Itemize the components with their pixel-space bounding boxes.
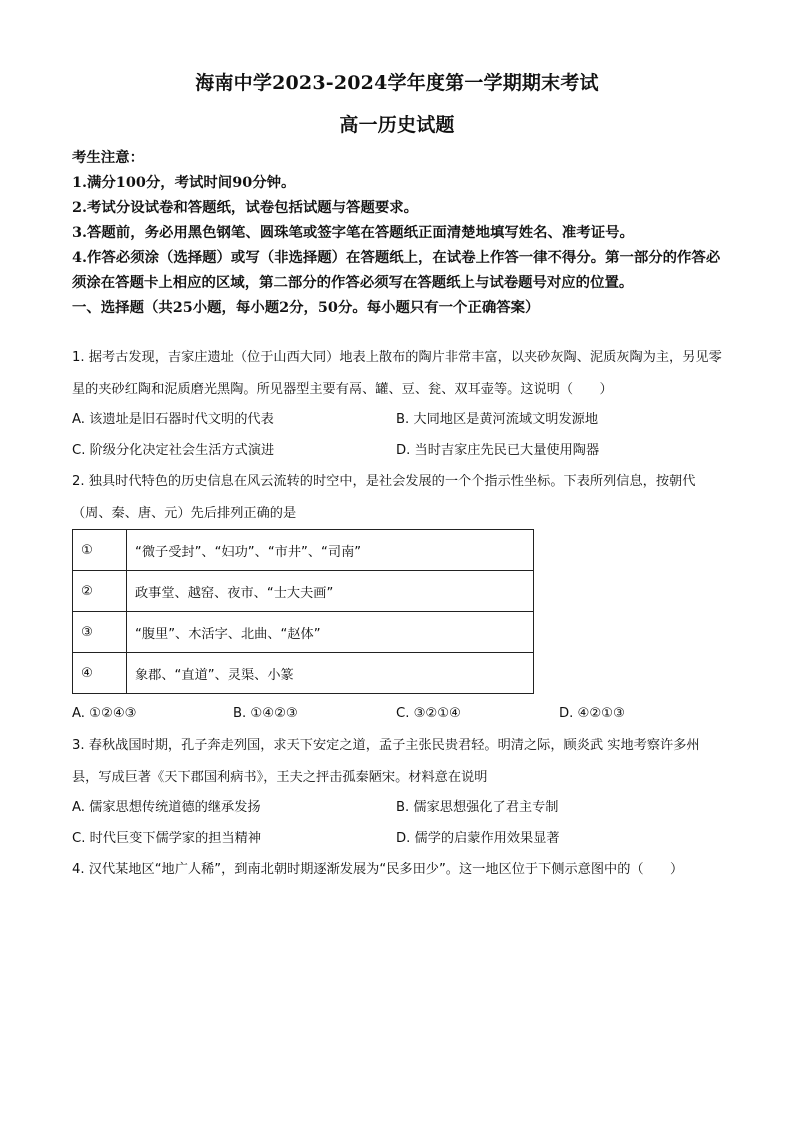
candidate-notes — [72, 145, 724, 320]
question-2-option-b[interactable]: B. ①④②③ — [233, 706, 298, 721]
note-item: 3.答题前，务必用黑色钢笔、圆珠笔或签字笔在答题纸正面清楚地填写姓名、准考证号。 — [72, 224, 634, 241]
row-number: ③ — [73, 612, 127, 653]
row-content: 象郡、“直道”、灵渠、小篆 — [127, 653, 534, 694]
row-number: ② — [73, 571, 127, 612]
table-row — [73, 612, 534, 653]
note-item: 1.满分100分，考试时间90分钟。 — [72, 174, 296, 191]
question-3-option-a[interactable]: A. 儒家思想传统道德的继承发扬 — [72, 800, 261, 815]
row-number: ④ — [73, 653, 127, 694]
row-content: 政事堂、越窑、夜市、“士大夫画” — [127, 571, 534, 612]
question-3-option-c[interactable]: C. 时代巨变下儒学家的担当精神 — [72, 831, 262, 846]
question-2-option-a[interactable]: A. ①②④③ — [72, 706, 137, 721]
notes-heading: 考生注意： — [72, 149, 144, 166]
table-row — [73, 571, 534, 612]
question-1-option-c[interactable]: C. 阶级分化决定社会生活方式演进 — [72, 443, 275, 458]
question-1-option-a[interactable]: A. 该遗址是旧石器时代文明的代表 — [72, 412, 274, 427]
section-heading: 一、选择题（共25小题，每小题2分，50分。每小题只有一个正确答案） — [72, 299, 540, 316]
row-number: ① — [73, 530, 127, 571]
question-2-option-c[interactable]: C. ③②①④ — [396, 706, 461, 721]
exam-title: 海南中学2023-2024学年度第一学期期末考试 — [195, 72, 599, 94]
question-3-option-d[interactable]: D. 儒学的启蒙作用效果显著 — [396, 831, 560, 846]
table-row — [73, 653, 534, 694]
question-2-option-d[interactable]: D. ④②①③ — [559, 706, 625, 721]
row-content: “微子受封”、“妇功”、“市井”、“司南” — [127, 530, 534, 571]
table-row — [73, 530, 534, 571]
question-1-option-d[interactable]: D. 当时吉家庄先民已大量使用陶器 — [396, 443, 600, 458]
exam-subtitle: 高一历史试题 — [339, 114, 455, 136]
question-2-table — [72, 529, 534, 694]
question-2-text: 2. 独具时代特色的历史信息在风云流转的时空中，是社会发展的一个个指示性坐标。下表所列信息，按朝代（周、秦、唐、元）先后排列正确的是 — [72, 474, 696, 521]
question-4-text: 4. 汉代某地区“地广人稀”，到南北朝时期逐渐发展为“民多田少”。这一地区位于下侧示意图中的（ ） — [72, 862, 684, 877]
note-item: 2.考试分设试卷和答题纸，试卷包括试题与答题要求。 — [72, 199, 419, 216]
row-content: “腹里”、木活字、北曲、“赵体” — [127, 612, 534, 653]
question-3-text: 3. 春秋战国时期，孔子奔走列国，求天下安定之道，孟子主张民贵君轻。明清之际，顾炎武 实地考察许多州县，写成巨著《天下郡国利病书》，王夫之抨击孤秦陋宋。材料意在说明 — [72, 738, 700, 785]
question-3-option-b[interactable]: B. 儒家思想强化了君主专制 — [396, 800, 559, 815]
question-1-option-b[interactable]: B. 大同地区是黄河流域文明发源地 — [396, 412, 599, 427]
question-1-text: 1. 据考古发现，吉家庄遗址（位于山西大同）地表上散布的陶片非常丰富，以夹砂灰陶、泥质灰陶为主，另见零星的夹砂红陶和泥质磨光黑陶。所见器型主要有鬲、罐、豆、瓮、双耳壶等。这说明（ ） — [72, 350, 722, 397]
note-item: 4.作答必须涂（选择题）或写（非选择题）在答题纸上，在试卷上作答一律不得分。第一部分的作答必须涂在答题卡上相应的区域，第二部分的作答必须写在答题纸上与试卷题号对应的位置。 — [72, 249, 721, 291]
